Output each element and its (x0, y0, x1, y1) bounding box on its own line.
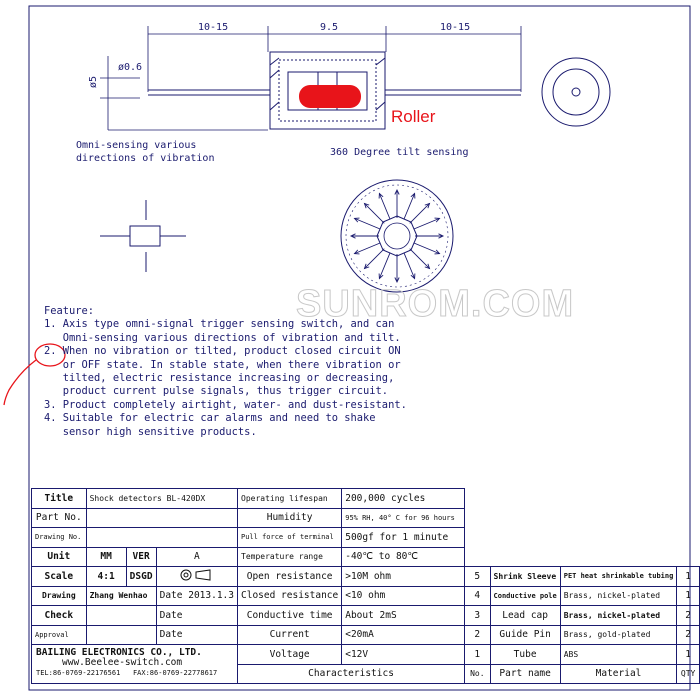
company-web: www.Beelee-switch.com (62, 657, 183, 668)
approval-date (156, 625, 237, 645)
tilt-direction-arrow (414, 218, 440, 229)
tilt-direction-arrow (404, 194, 415, 220)
part-name: Tube (490, 645, 560, 665)
part-no: 5 (465, 567, 490, 587)
dim-right-lead: 10-15 (440, 22, 471, 33)
approval-value (86, 625, 156, 645)
part-name: Lead cap (490, 606, 560, 626)
spec-name: Closed resistance (238, 586, 342, 606)
spec-value: 200,000 cycles (342, 489, 465, 509)
part-no: 3 (465, 606, 490, 626)
parts-header-name: Part name (490, 664, 560, 684)
tilt-direction-arrow (355, 243, 381, 254)
approval-label: Approval (32, 625, 87, 645)
tilt-direction-arrow (379, 253, 390, 279)
tilt-sensing-diagram (341, 180, 453, 292)
date-label: Date (159, 590, 183, 602)
unit-label: Unit (32, 547, 87, 567)
check-value (86, 606, 156, 626)
dimension-lines (100, 26, 521, 130)
date-label: Date (159, 609, 183, 621)
ver-label: VER (126, 547, 156, 567)
spec-value: 95% RH, 40° C for 96 hours (342, 508, 465, 528)
part-qty: 2 (677, 606, 700, 626)
feature-item-2: 2. When no vibration or tilted, product closed circuit ON or OFF state. In stable state, when there vibration or tilted, electric resistance increasing or decreasing, product current pulse signals, thus trigger circuit. (44, 345, 401, 398)
roller-ball (299, 85, 361, 108)
feature-heading: Feature: (44, 305, 95, 317)
tilt-direction-arrow (404, 253, 415, 279)
spec-name: Temperature range (238, 547, 342, 567)
dim-left-lead: 10-15 (198, 22, 229, 33)
tilt-direction-arrow (355, 218, 381, 229)
part-material: Brass, nickel-plated (560, 586, 677, 606)
projection-symbol-icon (156, 567, 237, 587)
spec-name: Operating lifespan (238, 489, 342, 509)
part-no: 2 (465, 625, 490, 645)
watermark: SUNROM.COM (296, 283, 575, 325)
spec-value: <12V (342, 645, 465, 665)
title-label: Title (32, 489, 87, 509)
parts-header-material: Material (560, 664, 677, 684)
part-qty: 1 (677, 567, 700, 587)
tilt-sensing-caption: 360 Degree tilt sensing (330, 147, 469, 158)
part-no-label: Part No. (32, 508, 87, 528)
spec-name: Open resistance (238, 567, 342, 587)
part-qty: 1 (677, 586, 700, 606)
tilt-direction-arrow (364, 203, 384, 223)
spec-value: 500gf for 1 minute (342, 528, 465, 548)
spec-value: <20mA (342, 625, 465, 645)
tilt-direction-arrow (414, 243, 440, 254)
tilt-direction-arrow (410, 249, 430, 269)
drawing-date (156, 586, 237, 606)
parts-header-no: No. (465, 664, 490, 684)
part-qty: 2 (677, 625, 700, 645)
spec-name: Pull force of terminal (238, 528, 342, 548)
part-no: 4 (465, 586, 490, 606)
tilt-direction-arrow (364, 249, 384, 269)
spec-value: -40℃ to 80℃ (342, 547, 465, 567)
company-info (36, 648, 217, 678)
spec-name: Humidity (238, 508, 342, 528)
dsgd-label: DSGD (126, 567, 156, 587)
drawing-label: Drawing (32, 586, 87, 606)
feature-item-3: 3. Product completely airtight, water- and dust-resistant. (44, 398, 407, 411)
part-name: Shrink Sleeve (490, 567, 560, 587)
spec-value: >10M ohm (342, 567, 465, 587)
title-value: Shock detectors BL-420DX (86, 489, 237, 509)
feature-list (44, 305, 407, 439)
omni-sensing-caption-line1: Omni-sensing various (76, 140, 197, 151)
part-material: ABS (560, 645, 677, 665)
axis-schematic (100, 200, 186, 272)
dim-lead-diameter: ø0.6 (118, 62, 143, 73)
part-material: PET heat shrinkable tubing (560, 567, 677, 587)
spec-name: Current (238, 625, 342, 645)
dim-body-length: 9.5 (320, 22, 339, 33)
part-name: Conductive pole (490, 586, 560, 606)
tilt-direction-arrow (379, 194, 390, 220)
drawing-no-value (86, 528, 237, 548)
part-qty: 1 (677, 645, 700, 665)
part-material: Brass, gold-plated (560, 625, 677, 645)
scale-value: 4:1 (86, 567, 126, 587)
feature-item-1: 1. Axis type omni-signal trigger sensing switch, and can Omni-sensing various directions of vibration and tilt. (44, 318, 401, 344)
company-contact (36, 668, 217, 678)
feature-item-4: 4. Suitable for electric car alarms and need to shake sensor high sensitive products. (44, 412, 376, 438)
check-date (156, 606, 237, 626)
end-view (542, 58, 610, 126)
date-label: Date (159, 629, 183, 641)
drawing-by: Zhang Wenhao (86, 586, 156, 606)
company-name: BAILING ELECTRONICS CO., LTD. (36, 647, 202, 658)
scale-label: Scale (32, 567, 87, 587)
spec-name: Voltage (238, 645, 342, 665)
spec-name: Conductive time (238, 606, 342, 626)
omni-sensing-caption-line2: directions of vibration (76, 153, 215, 164)
ver-value: A (156, 547, 237, 567)
part-no: 1 (465, 645, 490, 665)
roller-label: Roller (391, 107, 436, 126)
spec-value: About 2mS (342, 606, 465, 626)
parts-header-qty: QTY (677, 664, 700, 684)
date-value: 2013.1.3 (188, 590, 234, 602)
company-fax: FAX:86-0769-22778617 (132, 669, 218, 677)
unit-value: MM (86, 547, 126, 567)
tilt-direction-arrow (410, 203, 430, 223)
characteristics-footer: Characteristics (238, 664, 465, 684)
dim-body-diameter: ø5 (88, 75, 99, 88)
part-name: Guide Pin (490, 625, 560, 645)
drawing-no-label: Drawing No. (32, 528, 87, 548)
company-tel: TEL:86-0769-22176561 (36, 669, 121, 677)
part-material: Brass, nickel-plated (560, 606, 677, 626)
check-label: Check (32, 606, 87, 626)
part-no-value (86, 508, 237, 528)
spec-value: <10 ohm (342, 586, 465, 606)
